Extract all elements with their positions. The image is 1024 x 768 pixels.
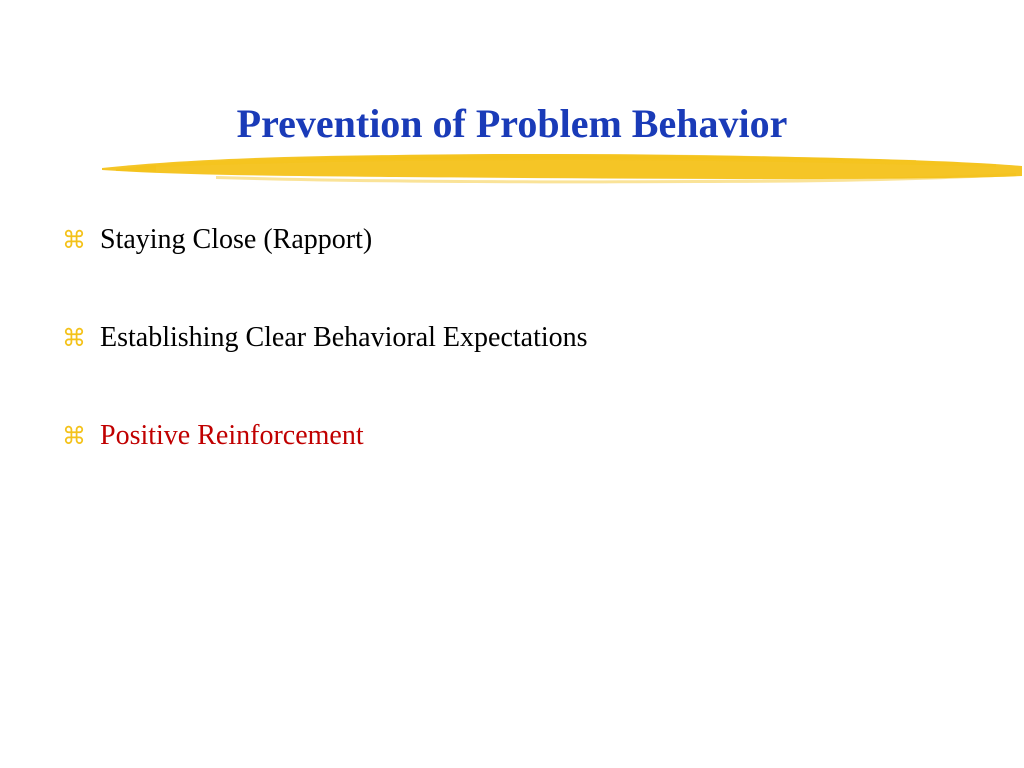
list-item (62, 218, 588, 262)
list-item (62, 316, 588, 360)
command-key-icon: ⌘ (62, 324, 86, 352)
bullet-list (62, 218, 588, 512)
bullet-text: Staying Close (Rapport) (100, 224, 373, 255)
list-item (62, 414, 588, 458)
command-key-icon: ⌘ (62, 422, 86, 450)
command-key-icon: ⌘ (62, 226, 86, 254)
bullet-text: Positive Reinforcement (100, 420, 364, 451)
brush-stroke-underline (96, 146, 1024, 190)
bullet-text: Establishing Clear Behavioral Expectations (100, 322, 588, 353)
slide-title: Prevention of Problem Behavior (236, 101, 788, 146)
